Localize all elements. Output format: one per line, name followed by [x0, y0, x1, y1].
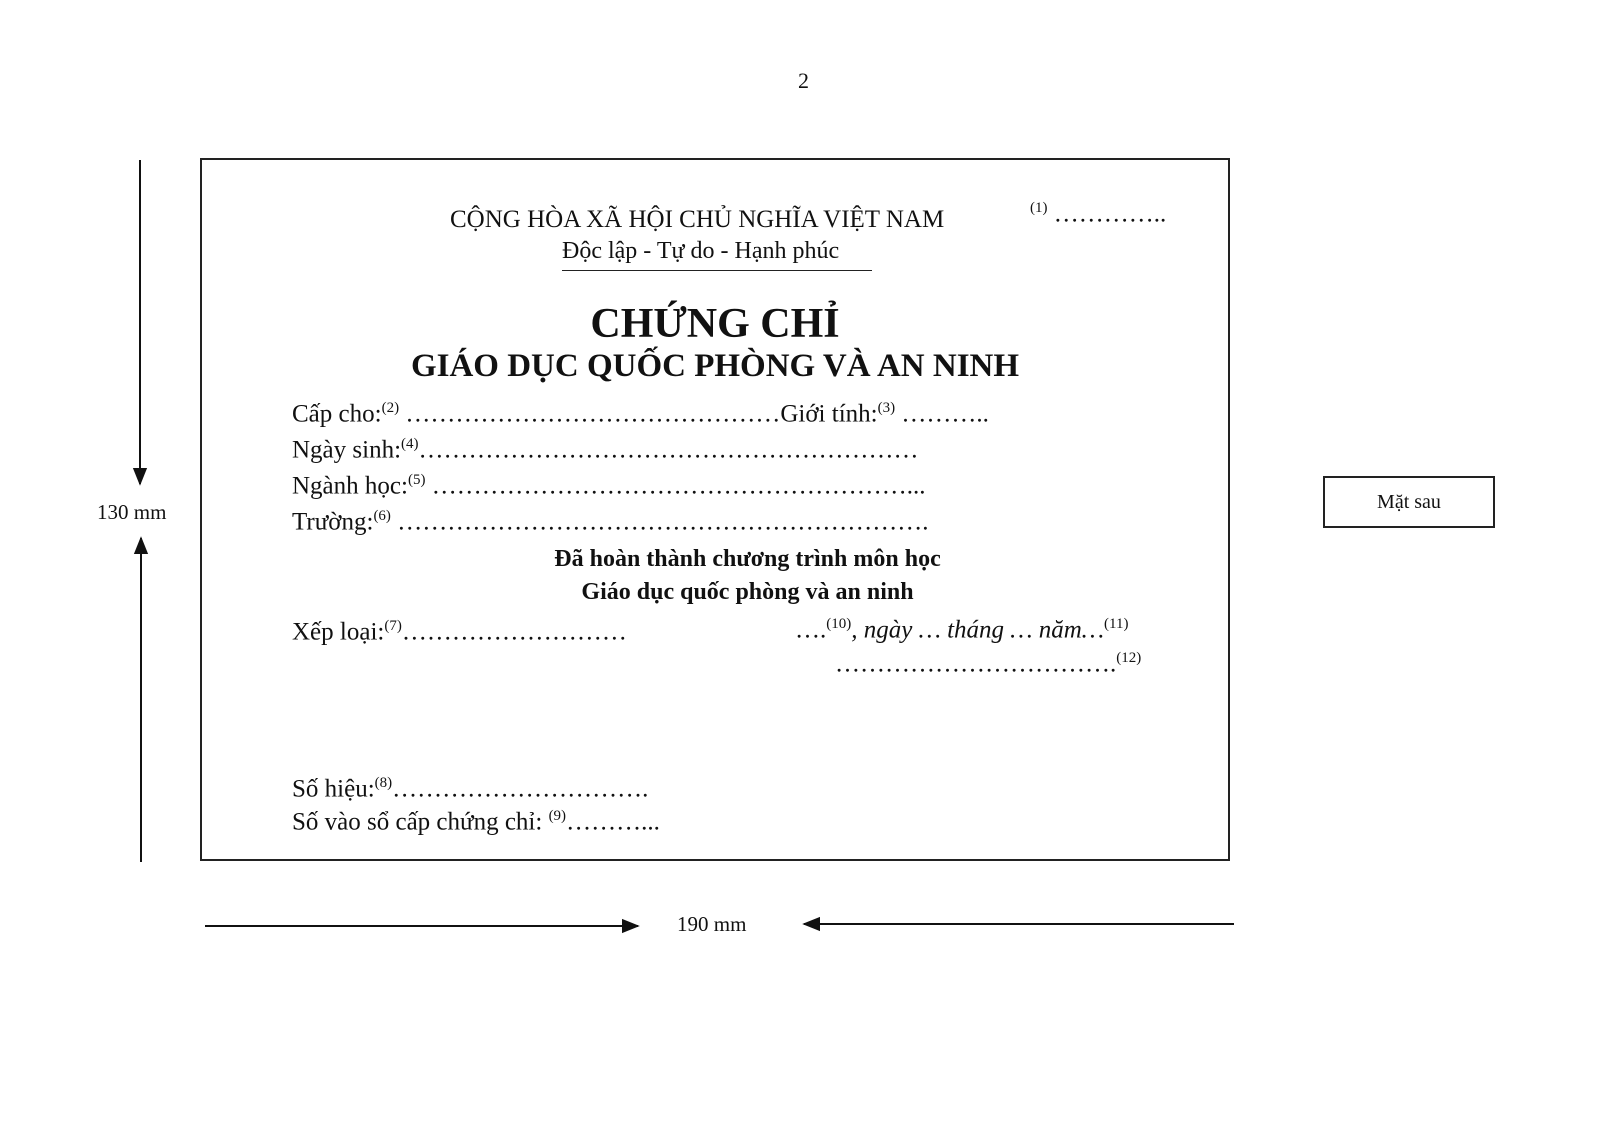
ngay-sinh-label: Ngày sinh: — [292, 436, 402, 464]
so-hieu-label: Số hiệu: — [292, 775, 375, 803]
xep-loai-label: Xếp loại: — [292, 618, 385, 646]
ref-11: (11) — [1104, 616, 1129, 632]
ref-9: (9) — [548, 808, 567, 824]
nganh-hoc-dots: …………………………………………………... — [425, 472, 926, 500]
certificate-title: CHỨNG CHỈ — [590, 301, 840, 347]
gioi-tinh-label: Giới tính: — [780, 400, 878, 428]
ref-10: (10) — [826, 616, 852, 632]
certificate-subtitle: GIÁO DỤC QUỐC PHÒNG VÀ AN NINH — [410, 348, 1020, 384]
ref-5: (5) — [407, 472, 426, 488]
national-motto: Độc lập - Tự do - Hạnh phúc — [562, 238, 840, 264]
nganh-hoc-label: Ngành học: — [292, 472, 408, 500]
country-name: CỘNG HÒA XÃ HỘI CHỦ NGHĨA VIỆT NAM — [450, 206, 945, 233]
truong-label: Trường: — [292, 508, 374, 536]
signer-dots: ……………………………. — [835, 650, 1117, 678]
ref-6: (6) — [373, 508, 391, 524]
cap-cho-label: Cấp cho: — [292, 400, 382, 428]
gioi-tinh-dots: ……….. — [895, 400, 989, 428]
xep-loai-dots: ……………………… — [401, 618, 627, 646]
ngay-sinh-dots: …………………………………………………… — [418, 436, 919, 464]
ref-8: (8) — [374, 775, 393, 791]
completed-line-1: Đã hoàn thành chương trình môn học — [554, 546, 941, 572]
so-hieu-dots: …………………………. — [392, 775, 649, 803]
place-dots: …. — [795, 616, 827, 644]
note-dots: ………….. — [1053, 200, 1167, 228]
ref-3: (3) — [877, 400, 896, 416]
ref-7: (7) — [384, 618, 402, 634]
ref-2: (2) — [381, 400, 400, 416]
back-side-label: Mặt sau — [1323, 476, 1495, 528]
ref-1: (1) — [1030, 200, 1048, 216]
cap-cho-dots: ……………………………………… — [399, 400, 781, 428]
ref-12: (12) — [1116, 650, 1142, 666]
width-dimension-label: 190 mm — [677, 912, 747, 936]
truong-dots: ………………………………………………………. — [390, 508, 929, 536]
height-dimension-label: 130 mm — [97, 500, 167, 524]
completed-line-2: Giáo dục quốc phòng và an ninh — [581, 579, 914, 605]
date-text: , ngày … tháng … năm… — [851, 616, 1105, 644]
so-vao-so-label: Số vào sổ cấp chứng chỉ: — [292, 808, 549, 836]
so-vao-so-dots: ………... — [566, 808, 660, 836]
ref-4: (4) — [401, 436, 419, 452]
page-number: 2 — [798, 68, 809, 93]
